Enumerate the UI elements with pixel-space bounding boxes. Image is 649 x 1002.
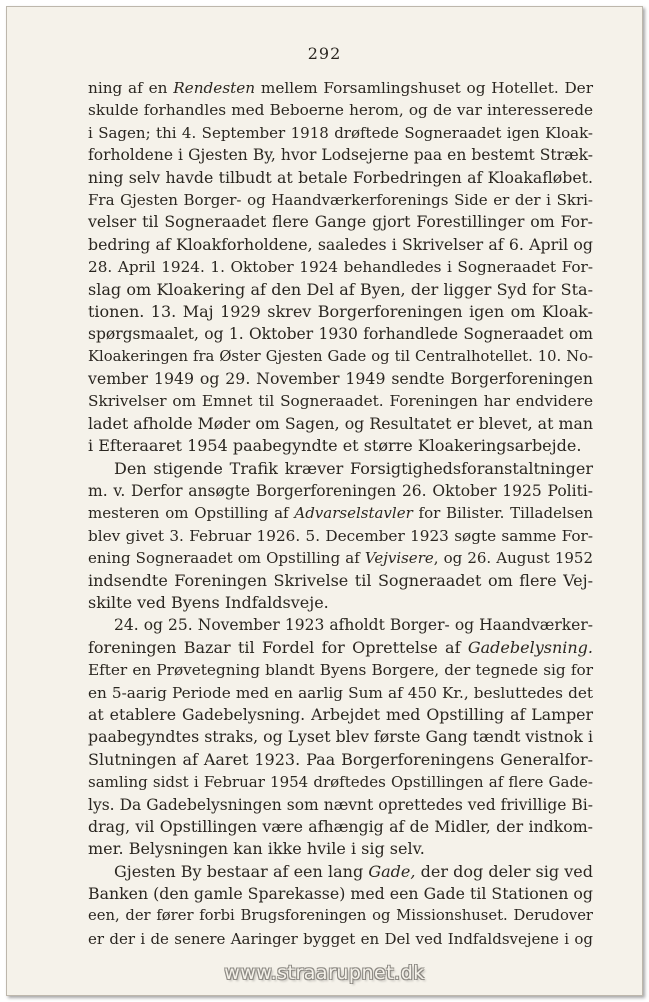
text-run: er der i de senere Aaringer bygget en Del ved Indfaldsvejene i og bbox=[88, 929, 593, 948]
text-run: paabegyndtes straks, og Lyset blev første Gang tændt vistnok i bbox=[88, 727, 593, 747]
italic-term: Rendesten bbox=[173, 79, 256, 97]
text-run: vember 1949 og 29. November 1949 sendte Borgerforeningen bbox=[88, 369, 593, 389]
text-line bbox=[88, 368, 593, 390]
text-line bbox=[88, 592, 593, 614]
text-run: Banken (den gamle Sparekasse) med een Gade til Stationen og bbox=[88, 884, 593, 904]
text-line bbox=[88, 189, 593, 211]
text-run: Kloakeringen fra Øster Gjesten Gade og til Centralhotellet. 10. No- bbox=[88, 347, 593, 365]
text-run: Fra Gjesten Borger- og Haandværkerforenings Side er der i Skri- bbox=[88, 190, 593, 209]
text-run: at etablere Gadebelysning. Arbejdet med Opstilling af Lamper bbox=[88, 704, 593, 724]
text-run: skilte ved Byens Indfaldsveje. bbox=[88, 592, 329, 612]
text-line bbox=[88, 144, 593, 166]
text-line bbox=[88, 413, 593, 435]
italic-term: Gadebelysning. bbox=[467, 637, 593, 657]
text-run: velser til Sogneraadet flere Gange gjort Forestillinger om For- bbox=[88, 212, 593, 232]
text-run: ladet afholde Møder om Sagen, og Resultatet er blevet, at man bbox=[88, 413, 593, 433]
text-line bbox=[88, 682, 593, 704]
italic-term: Advarselstavler bbox=[294, 504, 413, 523]
text-line bbox=[88, 883, 593, 905]
text-line bbox=[88, 525, 593, 547]
text-line bbox=[88, 816, 593, 838]
text-line bbox=[88, 726, 593, 748]
body-text bbox=[88, 77, 593, 950]
text-line bbox=[88, 346, 593, 368]
text-run: m. v. Derfor ansøgte Borgerforeningen 26. Oktober 1925 Politi- bbox=[88, 482, 593, 501]
text-run: blev givet 3. Februar 1926. 5. December 1923 søgte samme For- bbox=[88, 526, 593, 545]
text-run: en 5-aarig Periode med en aarlig Sum af 450 Kr., besluttedes det bbox=[88, 683, 593, 702]
text-line bbox=[88, 928, 593, 950]
text-line bbox=[88, 794, 593, 816]
text-run: 24. og 25. November 1923 afholdt Borger- og Haandværker- bbox=[114, 616, 593, 635]
watermark: www.straarupnet.dk bbox=[224, 962, 425, 984]
text-line bbox=[88, 547, 593, 569]
text-line bbox=[88, 659, 593, 681]
text-line bbox=[88, 838, 593, 860]
text-line bbox=[88, 390, 593, 412]
text-run: der dog deler sig ved bbox=[415, 861, 594, 881]
text-run: slag om Kloakering af den Del af Byen, der ligger Syd for Sta- bbox=[88, 279, 593, 299]
text-line bbox=[88, 905, 593, 927]
text-run: ning selv havde tilbudt at betale Forbedringen af Kloakafløbet. bbox=[88, 167, 593, 187]
text-line bbox=[88, 614, 593, 636]
text-line bbox=[88, 704, 593, 726]
text-line bbox=[88, 480, 593, 502]
text-run: i Sagen; thi 4. September 1918 drøftede Sogneraadet igen Kloak- bbox=[88, 123, 593, 142]
text-line bbox=[88, 323, 593, 345]
text-run: mesteren om Opstilling af bbox=[88, 504, 295, 523]
text-run: Gjesten By bestaar af een lang bbox=[114, 861, 369, 881]
text-line bbox=[88, 167, 593, 189]
text-line bbox=[88, 122, 593, 144]
text-run: samling sidst i Februar 1954 drøftedes Opstillingen af flere Gade- bbox=[88, 773, 593, 792]
text-line bbox=[88, 570, 593, 592]
text-run: Den stigende Trafik kræver Forsigtighedsforanstaltninger bbox=[114, 458, 593, 478]
italic-term: Gade, bbox=[368, 861, 416, 881]
page-number: 292 bbox=[307, 44, 342, 63]
text-line bbox=[88, 279, 593, 301]
text-run: drag, vil Opstillingen være afhængig af de Midler, der indkom- bbox=[88, 816, 593, 836]
text-line bbox=[88, 301, 593, 323]
text-run: i Efteraaret 1954 paabegyndte et større Kloakeringsarbejde. bbox=[88, 436, 582, 456]
text-run: tionen. 13. Maj 1929 skrev Borgerforeningen igen om Kloak- bbox=[88, 301, 593, 321]
text-run: indsendte Foreningen Skrivelse til Sogneraadet om flere Vej- bbox=[88, 570, 593, 590]
text-run: Slutningen af Aaret 1923. Paa Borgerforeningens Generalfor- bbox=[88, 749, 593, 769]
text-run: een, der fører forbi Brugsforeningen og Missionshuset. Derudover bbox=[88, 907, 593, 925]
text-run: skulde forhandles med Beboerne herom, og de var interesserede bbox=[88, 101, 593, 120]
text-run: ning af en bbox=[88, 79, 174, 97]
text-run: foreningen Bazar til Fordel for Oprettelse af bbox=[88, 637, 468, 657]
text-run: 28. April 1924. 1. Oktober 1924 behandledes i Sogneraadet For- bbox=[88, 258, 593, 277]
text-run: bedring af Kloakforholdene, saaledes i Skrivelser af 6. April og bbox=[88, 234, 593, 254]
text-line bbox=[88, 77, 593, 99]
text-line bbox=[88, 211, 593, 233]
text-run: spørgsmaalet, og 1. Oktober 1930 forhandlede Sogneraadet om bbox=[88, 325, 593, 344]
text-line bbox=[88, 502, 593, 524]
text-line bbox=[88, 234, 593, 256]
text-run: Skrivelser om Emnet til Sogneraadet. Foreningen har endvidere bbox=[88, 392, 593, 411]
text-line bbox=[88, 99, 593, 121]
text-run: mellem Forsamlingshuset og Hotellet. Der bbox=[255, 79, 593, 97]
text-line bbox=[88, 435, 593, 457]
text-run: mer. Belysningen kan ikke hvile i sig selv. bbox=[88, 839, 425, 859]
text-line bbox=[88, 771, 593, 793]
text-run: lys. Da Gadebelysningen som nævnt oprettedes ved frivillige Bi- bbox=[88, 795, 593, 814]
text-line bbox=[88, 458, 593, 480]
text-run: Efter en Prøvetegning blandt Byens Borgere, der tegnede sig for bbox=[88, 661, 593, 680]
text-run: ening Sogneraadet om Opstilling af bbox=[88, 549, 365, 568]
text-line bbox=[88, 749, 593, 771]
text-run: forholdene i Gjesten By, hvor Lodsejerne paa en bestemt Stræk- bbox=[88, 146, 593, 165]
text-line bbox=[88, 861, 593, 883]
italic-term: Vejvisere bbox=[364, 549, 434, 568]
text-line bbox=[88, 637, 593, 659]
text-line bbox=[88, 256, 593, 278]
text-run: , og 26. August 1952 bbox=[433, 549, 593, 568]
text-run: for Bilister. Tilladelsen bbox=[412, 504, 594, 523]
